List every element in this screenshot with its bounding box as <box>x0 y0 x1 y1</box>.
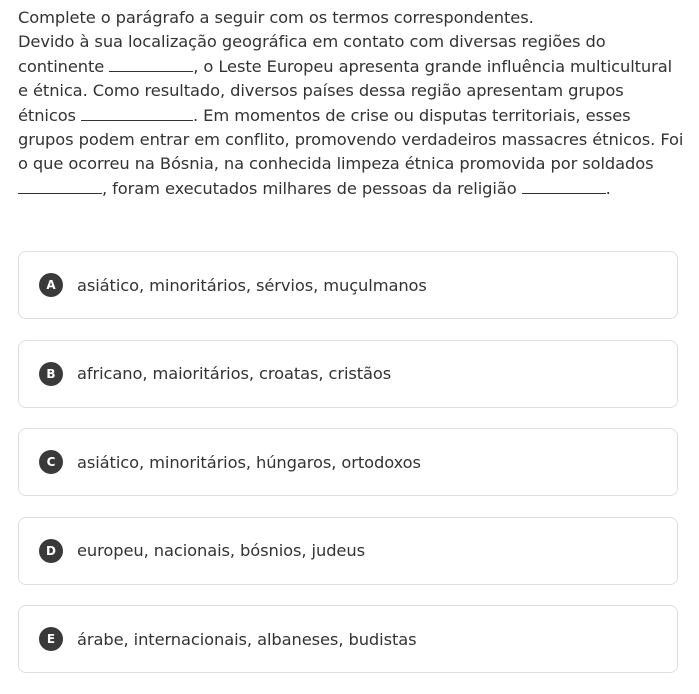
option-text: asiático, minoritários, húngaros, ortodoxos <box>77 452 421 472</box>
paragraph-segment: . Em momentos de crise ou disputas territoriais, esses grupos podem entrar em conflito, promovendo verdadeiros massacres étnicos. Foi o que ocorreu na Bósnia, na conhecida limpeza étnica promovida por soldados <box>18 105 684 174</box>
blank-3 <box>18 178 102 194</box>
option-text: europeu, nacionais, bósnios, judeus <box>77 541 365 560</box>
option-e[interactable] <box>18 605 678 673</box>
question-text <box>18 6 686 201</box>
option-b[interactable] <box>18 340 678 408</box>
blank-2 <box>81 105 193 121</box>
option-letter-badge: D <box>39 539 63 563</box>
option-text: africano, maioritários, croatas, cristãos <box>77 364 392 383</box>
option-letter-badge: A <box>39 273 63 297</box>
option-letter-badge: E <box>39 627 63 651</box>
option-letter-badge: C <box>39 450 63 474</box>
blank-1 <box>109 56 193 72</box>
option-letter-badge: B <box>39 362 63 386</box>
option-text: asiático, minoritários, sérvios, muçulmanos <box>77 275 427 295</box>
blank-4 <box>522 178 606 194</box>
answer-options <box>18 251 678 694</box>
option-c[interactable] <box>18 428 678 496</box>
question-instruction: Complete o parágrafo a seguir com os termos correspondentes. <box>18 8 534 27</box>
paragraph-segment: . <box>605 178 611 198</box>
paragraph-segment: , o Leste Europeu apresenta grande influência multicultural e étnica. Como resultado, diversos países dessa região apresentam grupos étnicos <box>18 56 673 125</box>
paragraph-segment: , foram executados milhares de pessoas da religião <box>102 178 522 198</box>
option-text: árabe, internacionais, albaneses, budistas <box>77 629 417 649</box>
question-paragraph <box>18 30 686 201</box>
option-d[interactable] <box>18 517 678 585</box>
option-a[interactable] <box>18 251 678 319</box>
paragraph-segment: Devido à sua localização geográfica em contato com diversas regiões do continente <box>18 32 606 76</box>
